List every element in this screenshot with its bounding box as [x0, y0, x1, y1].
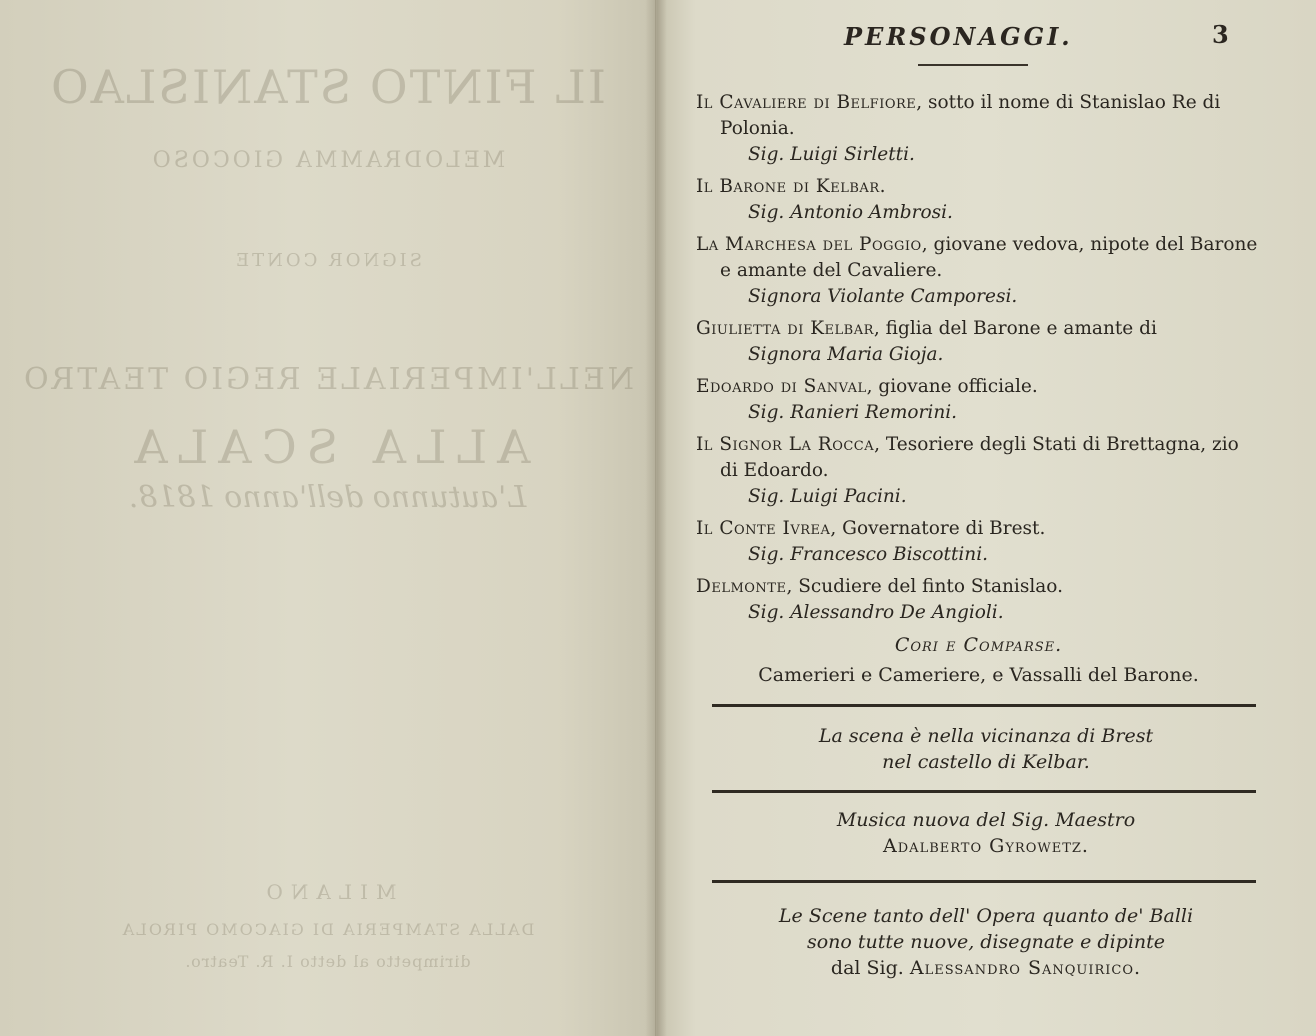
character-name: Edoardo di Sanval — [696, 376, 867, 397]
singer-name: Sig. Luigi Sirletti. — [748, 144, 915, 165]
running-title: PERSONAGGI. — [844, 22, 1073, 51]
divider-rule — [712, 880, 1256, 883]
character-description: , Governatore di Brest. — [830, 518, 1046, 539]
music-note-line: Musica nuova del Sig. Maestro — [836, 809, 1136, 831]
right-page — [656, 0, 1316, 1036]
cast-entry — [696, 432, 1261, 510]
chorus-description: Camerieri e Cameriere, e Vassalli del Barone. — [758, 664, 1199, 686]
bleed-line: dirimpetto al detto I. R. Teatro. — [184, 952, 471, 971]
scenographer-name: Alessandro Sanquirico. — [909, 957, 1142, 979]
bleed-through-text — [0, 0, 655, 1036]
scene-note-line: La scena è nella vicinanza di Brest — [818, 725, 1154, 747]
character-name: Delmonte — [696, 576, 787, 597]
scene-note-line: nel castello di Kelbar. — [882, 751, 1090, 773]
bleed-line: SIGNOR CONTE — [232, 250, 423, 271]
bleed-line: MELODRAMMA GIOCOSO — [149, 148, 506, 173]
character-name: La Marchesa del Poggio — [696, 234, 922, 255]
character-name: Giulietta di Kelbar — [696, 318, 874, 339]
scene-note — [696, 723, 1276, 775]
character-description: , giovane vedova, nipote del Barone e amante del Cavaliere. — [720, 234, 1258, 281]
cast-entry — [696, 232, 1261, 310]
singer-name: Sig. Luigi Pacini. — [748, 486, 907, 507]
character-description: , figlia del Barone e amante di — [873, 318, 1157, 339]
cast-entry — [696, 316, 1261, 368]
scenery-note-line — [696, 955, 1276, 981]
cast-entry — [696, 516, 1261, 568]
character-description: , sotto il nome di Stanislao Re di Polonia. — [720, 92, 1221, 139]
composer-name: Adalberto Gyrowetz. — [883, 835, 1089, 857]
bleed-line: NELL'IMPERIALE REGIO TEATRO — [21, 362, 634, 397]
bleed-line: IL FINTO STANISLAO — [49, 60, 607, 114]
singer-name: Sig. Ranieri Remorini. — [748, 402, 958, 423]
divider-rule — [712, 790, 1256, 793]
singer-name: Signora Violante Camporesi. — [748, 286, 1018, 307]
page-number: 3 — [1212, 20, 1229, 49]
character-description: , Tesoriere degli Stati di Brettagna, zio di Edoardo. — [720, 434, 1239, 481]
scenery-note — [696, 903, 1276, 981]
cast-entry — [696, 90, 1261, 168]
music-note — [696, 807, 1276, 859]
character-name: Il Conte Ivrea — [696, 518, 831, 539]
character-description: , Scudiere del finto Stanislao. — [786, 576, 1063, 597]
character-name: Il Cavaliere di Belfiore — [696, 92, 917, 113]
bleed-line: MILANO — [258, 880, 397, 904]
header-rule — [918, 64, 1028, 66]
cast-entry — [696, 174, 1261, 226]
scenery-note-line: Le Scene tanto dell' Opera quanto de' Balli — [778, 905, 1194, 927]
scenery-note-line: sono tutte nuove, disegnate e dipinte — [806, 931, 1166, 953]
character-name: Il Signor La Rocca — [696, 434, 875, 455]
page-header — [656, 20, 1316, 60]
bleed-line: ALLA SCALA — [124, 420, 531, 474]
cast-list — [696, 90, 1261, 688]
scenery-credit-prefix: dal Sig. — [830, 957, 904, 979]
character-name: Il Barone di Kelbar. — [696, 176, 886, 197]
bleed-line: L'autunno dell'anno 1818. — [128, 480, 527, 515]
chorus-heading: Cori e Comparse. — [894, 634, 1063, 656]
singer-name: Sig. Antonio Ambrosi. — [748, 202, 953, 223]
singer-name: Sig. Alessandro De Angioli. — [748, 602, 1004, 623]
cast-entry — [696, 374, 1261, 426]
book-spine — [645, 0, 667, 1036]
singer-name: Signora Maria Gioja. — [748, 344, 944, 365]
character-description: , giovane officiale. — [866, 376, 1038, 397]
singer-name: Sig. Francesco Biscottini. — [748, 544, 989, 565]
divider-rule — [712, 704, 1256, 707]
bleed-line: DALLA STAMPERIA DI GIACOMO PIROLA — [120, 920, 535, 939]
cast-entry — [696, 574, 1261, 626]
left-page — [0, 0, 656, 1036]
